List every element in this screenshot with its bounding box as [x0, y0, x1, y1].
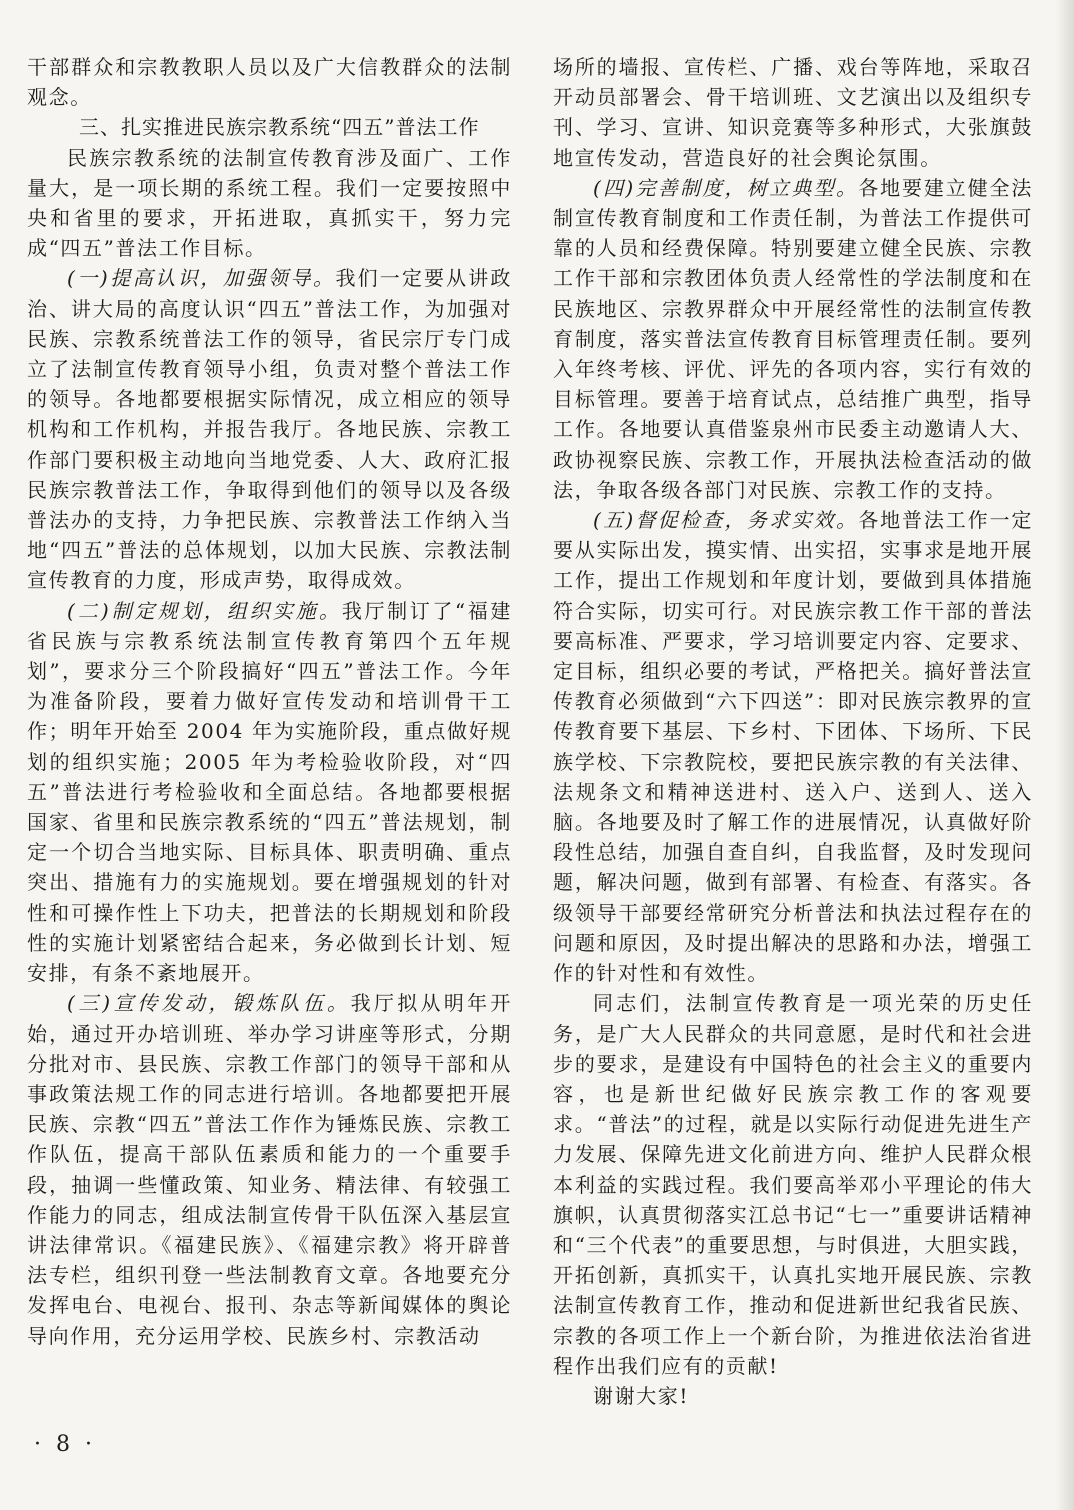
subsection-5 — [553, 505, 1033, 988]
subsection-1-lead: (一)提高认识，加强领导。 — [67, 266, 336, 291]
paragraph-closing: 同志们，法制宣传教育是一项光荣的历史任务，是广大人民群众的共同意愿，是时代和社会进步的要求，是建设有中国特色的社会主义的重要内容，也是新世纪做好民族宗教工作的客观要求。“普法”的过程，就是以实际行动促进先进生产力发展、保障先进文化前进方向、维护人民群众根本利益的实践过程。我们要高举邓小平理论的伟大旗帜，认真贯彻落实江总书记“七一”重要讲话精神和“三个代表”的重要思想，与时俱进，大胆实践，开拓创新，真抓实干，认真扎实地开展民族、宗教法制宣传教育工作，推动和促进新世纪我省民族、宗教的各项工作上一个新台阶，为推进依法治省进程作出我们应有的贡献! — [553, 991, 1033, 1378]
subsection-3-body: 我厅拟从明年开始，通过开办培训班、举办学习讲座等形式，分期分批对市、县民族、宗教工作部门的领导干部和从事政策法规工作的同志进行培训。各地都要把开展民族、宗教“四五”普法工作作为锤炼民族、宗教工作队伍，提高干部队伍素质和能力的一个重要手段，抽调一些懂政策、知业务、精法律、有较强工作能力的同志，组成法制宣传骨干队伍深入基层宣讲法律常识。《福建民族》、《福建宗教》将开辟普法专栏，组织刊登一些法制教育文章。各地要充分发挥电台、电视台、报刊、杂志等新闻媒体的舆论导向作用，充分运用学校、民族乡村、宗教活动 — [27, 991, 513, 1348]
page-number: · 8 · — [34, 1432, 96, 1457]
paragraph-continuation: 干部群众和宗教教职人员以及广大信教群众的法制观念。 — [27, 55, 512, 110]
section-heading: 三、扎实推进民族宗教系统“四五”普法工作 — [79, 115, 480, 140]
subsection-2 — [27, 596, 512, 989]
subsection-2-body: 我厅制订了“福建省民族与宗教系统法制宣传教育第四个五年规划”，要求分三个阶段搞好“四五”普法工作。今年为准备阶段，要着力做好宣传发动和培训骨干工作；明年开始至 2004 年为实施阶段，重点做好规划的组织实施；2005 年为考检验收阶段，对“四五”普法进行考检验收和全面总结。各地都要根据国家、省里和民族宗教系统的“四五”普法规划，制定一个切合当地实际、目标具体、职责明确、重点突出、措施有力的实施规划。要在增强规划的针对性和可操作性上下功夫，把普法的长期规划和阶段性的实施计划紧密结合起来，务必做到长计划、短安排，有条不紊地展开。 — [27, 598, 512, 986]
subsection-5-lead: (五)督促检查，务求实效。 — [593, 508, 859, 533]
paragraph-intro-text: 民族宗教系统的法制宣传教育涉及面广、工作量大，是一项长期的系统工程。我们一定要按照中央和省里的要求，开拓进取，真抓实干，努力完成“四五”普法工作目标。 — [27, 145, 512, 261]
paragraph-continuation-right: 场所的墙报、宣传栏、广播、戏台等阵地，采取召开动员部署会、骨干培训班、文艺演出以及组织专刊、学习、宣讲、知识竞赛等多种形式，大张旗鼓地宣传发动，营造良好的社会舆论氛围。 — [553, 55, 1033, 170]
right-column — [553, 52, 1033, 1411]
subsection-5-body: 各地普法工作一定要从实际出发，摸实情、出实招，实事求是地开展工作，提出工作规划和年度计划，要做到具体措施符合实际，切实可行。对民族宗教工作干部的普法要高标准、严要求，学习培训要定内容、定要求、定目标，组织必要的考试，严格把关。搞好普法宣传教育必须做到“六下四送”：即对民族宗教界的宣传教育要下基层、下乡村、下团体、下场所、下民族学校、下宗教院校，要把民族宗教的有关法律、法规条文和精神送进村、送入户、送到人、送入脑。各地要及时了解工作的进展情况，认真做好阶段性总结，加强自查自纠，自我监督，及时发现问题，解决问题，做到有部署、有检查、有落实。各级领导干部要经常研究分析普法和执法过程存在的问题和原因，及时提出解决的思路和办法，增强工作的针对性和有效性。 — [553, 508, 1033, 986]
left-column — [27, 52, 512, 1351]
subsection-4 — [553, 173, 1033, 505]
subsection-4-body: 各地要建立健全法制宣传教育制度和工作责任制，为普法工作提供可靠的人员和经费保障。特别要建立健全民族、宗教工作干部和宗教团体负责人经常性的学法制度和在民族地区、宗教界群众中开展经常性的法制宣传教育制度，落实普法宣传教育目标管理责任制。要列入年终考核、评优、评先的各项内容，实行有效的目标管理。要善于培育试点，总结推广典型，指导工作。各地要认真借鉴泉州市民委主动邀请人大、政协视察民族、宗教工作，开展执法检查活动的做法，争取各级各部门对民族、宗教工作的支持。 — [553, 175, 1033, 502]
subsection-3 — [27, 988, 512, 1350]
paragraph-intro — [27, 143, 512, 264]
subsection-2-lead: (二)制定规划，组织实施。 — [67, 598, 342, 623]
closing-thanks: 谢谢大家! — [593, 1383, 690, 1408]
subsection-4-lead: (四)完善制度，树立典型。 — [593, 175, 859, 200]
subsection-1-body: 我们一定要从讲政治、讲大局的高度认识“四五”普法工作，为加强对民族、宗教系统普法工作的领导，省民宗厅专门成立了法制宣传教育领导小组，负责对整个普法工作的领导。各地都要根据实际情况，成立相应的领导机构和工作机构，并报告我厅。各地民族、宗教工作部门要积极主动地向当地党委、人大、政府汇报民族宗教普法工作，争取得到他们的领导以及各级普法办的支持，力争把民族、宗教普法工作纳入当地“四五”普法的总体规划，以加大民族、宗教法制宣传教育的力度，形成声势，取得成效。 — [27, 266, 512, 593]
page-edge-shadow — [1056, 0, 1074, 1510]
subsection-1 — [27, 263, 512, 595]
subsection-3-lead: (三)宣传发动，锻炼队伍。 — [67, 991, 351, 1016]
